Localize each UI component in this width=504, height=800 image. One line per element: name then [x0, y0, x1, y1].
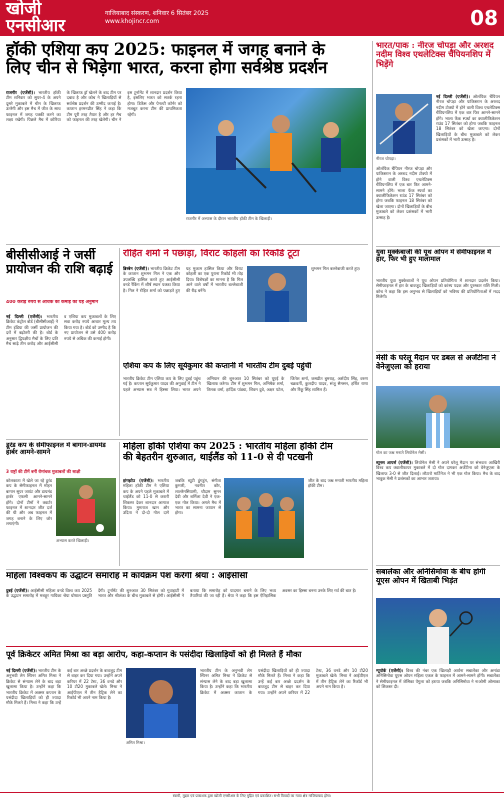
- lead-photo-caption: राजगीर में अभ्यास के दौरान भारतीय हॉकी टीम के खिलाड़ी।: [186, 216, 272, 221]
- masthead: खोजी एनसीआर: [6, 0, 66, 36]
- bcci-headline-line2: प्रायोजन की राशि बढ़ाई: [6, 261, 113, 276]
- messi-body: [376, 460, 500, 562]
- tennis-player-illustration: [376, 598, 500, 664]
- column-divider: [119, 442, 120, 566]
- messi-photo: [376, 386, 500, 448]
- bcci-deck: 400 करोड़ रुपये से अधिक की कमाई की यह अनुमान: [6, 300, 99, 305]
- bcci-headline-line1: बीसीसीआई ने जर्सी: [6, 248, 96, 262]
- bcci-byline: नई दिल्ली (एजेंसी)।: [6, 314, 43, 319]
- youth-boxing-body: भारतीय युवा मुक्केबाजों ने यूथ ओपन प्रतियोगिता में शानदार प्रदर्शन किया। सेमीफाइनल में हार के बावजूद खिलाड़ियों को कांस्य पदक और पुरस्कार राशि मिली। कोच ने कहा कि इस अनुभव से खिलाड़ियों को भविष्य की प्रतियोगिताओं में मदद मिलेगी।: [376, 278, 500, 300]
- divider: [376, 246, 500, 247]
- messi-body-text: लियोनेल मेसी ने अपने घरेलू मैदान पर संभवतः आखिरी विश्व कप क्वालीफायर मुकाबले में दो गोल दागकर अर्जेंटीना को वेनेजुएला के खिलाफ 3-0 से जीत दिलाई। लौटारो मार्टिनेज ने भी एक गोल किया। मैच के बाद भावुक मेसी ने प्रशंसकों का आभार जताया।: [376, 460, 500, 482]
- mishra-body-left: [6, 668, 122, 790]
- lead-body-text: भारतीय हॉकी टीम शनिवार को सुपर-4 के अपने दूसरे मुकाबले में चीन के खिलाफ उतरेगी और इस मैच में जीत के साथ फाइनल में जगह पक्की करने का लक्ष्य रखेगी। पिछले मैच में कोरिया के खिलाफ ड्रॉ खेलने के बाद टीम पर दबाव है और कोच ने खिलाड़ियों से सर्वश्रेष्ठ प्रदर्शन की उम्मीद जताई है। कप्तान हरमनप्रीत सिंह ने कहा कि टीम पूरी तरह तैयार है और हर मैच को फाइनल की तरह खेलेगी। चीन ने इस टूर्नामेंट में शानदार प्रदर्शन किया है, इसलिए भारत को सतर्क रहना होगा। डिफेंस और पेनल्टी कॉर्नर को मजबूत करना टीम की प्राथमिकता रहेगी।: [6, 90, 182, 123]
- mishra-headline: पूर्व क्रिकेटर अमित मिश्रा का बड़ा आरोप, कहा-कप्तान के पसंदीदा खिलाड़ियों को ही मिलते हैं मौका: [6, 650, 302, 659]
- women-hockey-team-illustration: [224, 478, 304, 558]
- women-hockey-headline: [123, 442, 368, 476]
- durand-body: कोलकाता में खेले जा रहे डूरंड कप के सेमीफाइनल में मोहन बागान सुपर जायंट और डायमंड हार्बर एफसी आमने-सामने होंगे। दोनों टीमों ने क्वार्टर फाइनल में शानदार जीत दर्ज की थी और अब फाइनल में जगह बनाने के लिए जोर लगाएंगी।: [6, 478, 52, 527]
- durand-photo: [56, 478, 116, 536]
- sabalenka-headline: सबालेंका और अनिसिमोवा के बीच होगी यूएस ओपन में खिताबी भिड़ंत: [376, 568, 486, 585]
- kohli-body-right: [311, 266, 368, 358]
- durand-deck: 3 राष्ट्रों की टीमें बनीं रोमांचक मुकाबलों की साक्षी: [6, 469, 81, 474]
- women-hockey-byline: हांगझोउ (एजेंसी)।: [123, 478, 154, 483]
- mishra-caption: अमित मिश्रा।: [126, 740, 145, 745]
- messi-headline: मेसी के घरेलू मैदान पर डबल से अर्जेंटीना ने वेनेजुएला को हराया: [376, 354, 496, 371]
- divider: [6, 569, 368, 570]
- sabalenka-photo: [376, 598, 500, 664]
- bcci-body-text: भारतीय क्रिकेट कंट्रोल बोर्ड (बीसीसीआई) ने टीम इंडिया की जर्सी प्रायोजन की दरों में बढ़ोतरी की है। बोर्ड के अनुसार द्विपक्षीय मैचों के लिए प्रति मैच साढ़े तीन करोड़ और आईसीसी व एशिया कप मुकाबलों के लिए सवा करोड़ रुपये आधार मूल्य तय किया गया है। बोर्ड को उम्मीद है कि नए प्रायोजन से उसे 400 करोड़ रुपये से अधिक की कमाई होगी।: [6, 314, 116, 347]
- divider: [6, 439, 368, 440]
- lead-story: [6, 41, 368, 85]
- women-hockey-photo: [224, 478, 304, 558]
- footer-imprint: स्वामी, मुद्रक एवं प्रकाशक द्वारा खोजी एनसीआर के लिए मुद्रित एवं प्रकाशित। सभी विवादों का न्याय क्षेत्र गाजियाबाद होगा।: [0, 792, 504, 800]
- page-number: 08: [470, 6, 498, 30]
- amit-mishra-illustration: [126, 668, 196, 738]
- lead-headline-line1: हॉकी एशिया कप 2025: फाइनल में जगह बनाने के: [6, 41, 325, 59]
- kohli-body-text: भारतीय क्रिकेट टीम के कप्तान शुभमन गिल ने एक और उपलब्धि हासिल करते हुए आईसीसी वनडे रैंकिंग में शीर्ष स्थान पक्का किया है। गिल ने रोहित शर्मा को पछाड़ते हुए यह मुकाम हासिल किया और विराट कोहली का एक पुराना रिकॉर्ड भी तोड़ दिया। विशेषज्ञों का मानना है कि गिल आने वाले वर्षों में भारतीय बल्लेबाजी की रीढ़ बनेंगे।: [123, 266, 243, 293]
- women-hockey-body-text: भारतीय महिला हॉकी टीम ने एशिया कप के अपने पहले मुकाबले में थाईलैंड को 11-0 से करारी शिकस्त देकर शानदार आगाज किया। मुमताज खान और उदिता ने दो-दो गोल दागे जबकि ब्यूटी डुंगडुंग, संगीता कुमारी, नवनीत कौर, लालरेमसियामी, थौदाम सुमन देवी और शर्मिला देवी ने एक-एक गोल किया। अगले मैच में भारत का सामना जापान से होगा।: [123, 478, 221, 516]
- women-hockey-caption: जीत के बाद जश्न मनाती भारतीय महिला हॉकी टीम।: [308, 478, 368, 489]
- wc-opening-body: [6, 588, 368, 644]
- kohli-body: [123, 266, 243, 358]
- neeraj-headline: भारत/पाक : नीरज चोपड़ा और अरशद नदीम विश्व एथलेटिक्स चैंपियनशिप में भिड़ेंगे: [376, 41, 494, 69]
- sabalenka-body: [376, 668, 500, 790]
- neeraj-caption: नीरज चोपड़ा।: [376, 156, 396, 161]
- neeraj-body-text: ओलंपिक चैंपियन नीरज चोपड़ा और पाकिस्तान के अरशद नदीम टोक्यो में होने वाली विश्व एथलेटिक्स चैंपियनशिप में एक बार फिर आमने-सामने होंगे। भाला फेंक स्पर्धा का क्वालीफिकेशन राउंड 17 सितंबर को होगा जबकि फाइनल 18 सितंबर को खेला जाएगा। दोनों खिलाड़ियों के बीच मुकाबले को लेकर प्रशंसकों में भारी उत्साह है।: [436, 94, 500, 143]
- kohli-caption: शुभमन गिल बल्लेबाजी करते हुए।: [311, 266, 361, 271]
- lead-byline: राजगीर (एजेंसी)।: [6, 90, 35, 95]
- kohli-headline: रोहित शर्मा ने पछाड़ा, विराट कोहली का रिकॉर्ड टूटा: [123, 249, 300, 259]
- sabalenka-body-text: विश्व की नंबर एक खिलाड़ी आर्यना सबालेंका और अमांडा अनिसिमोवा यूएस ओपन महिला एकल के फाइनल में आमने-सामने होंगी। सबालेंका ने सेमीफाइनल में जेसिका पेगुला को हराया जबकि अनिसिमोवा ने नाओमी ओसाका को शिकस्त दी।: [376, 668, 500, 690]
- masthead-bar: [0, 0, 504, 36]
- divider: [6, 244, 368, 245]
- asia-cup-body: भारतीय क्रिकेट टीम एशिया कप के लिए दुबई पहुंच गई है। कप्तान सूर्यकुमार यादव की अगुवाई में टीम ने पहले अभ्यास सत्र में हिस्सा लिया। भारत अपने अभियान की शुरुआत 10 सितंबर को यूएई के खिलाफ करेगा। टीम में शुभमन गिल, अभिषेक शर्मा, तिलक वर्मा, हार्दिक पांड्या, शिवम दुबे, अक्षर पटेल, जितेश शर्मा, जसप्रीत बुमराह, अर्शदीप सिंह, वरुण चक्रवर्ती, कुलदीप यादव, संजू सैमसन, हर्षित राणा और रिंकू सिंह शामिल हैं।: [123, 376, 368, 392]
- lead-headline-line2: लिए चीन से भिड़ेगा भारत, करना होगा सर्वश्रेष्ठ प्रदर्शन: [6, 58, 328, 78]
- neeraj-chopra-illustration: [376, 94, 432, 154]
- bcci-story: [6, 248, 116, 298]
- durand-headline: डूरंड कप के सेमीफाइनल में बागान-डायमंड हार्बर आमने-सामने: [6, 442, 106, 457]
- sabalenka-byline: न्यूयॉर्क (एजेंसी)।: [376, 668, 404, 673]
- mishra-photo: [126, 668, 196, 738]
- youth-boxing-headline: युवा मुक्केबाजी की यूथ ओपन में सेमीफाइनल में हार, फिर भी हुए मालामाल: [376, 249, 492, 264]
- lead-photo: [186, 88, 366, 214]
- bcci-body: [6, 314, 116, 436]
- neeraj-photo: [376, 94, 432, 154]
- women-hockey-headline-line2: की बेहतरीन शुरुआत, थाईलैंड को 11-0 से दी पटखनी: [123, 451, 313, 463]
- dateline: [101, 10, 468, 26]
- column-divider: [372, 41, 373, 791]
- neeraj-body: [436, 94, 500, 244]
- messi-byline: ब्यूनस आयर्स (एजेंसी)।: [376, 460, 413, 465]
- wc-opening-body-text: आईसीसी महिला वनडे विश्व कप 2025 के उद्घाटन समारोह में मशहूर गायिका श्रेया घोषाल प्रस्तुति देंगी। टूर्नामेंट की शुरुआत 30 सितंबर को गुवाहाटी में भारत और श्रीलंका के बीच मुकाबले से होगी। आईसीसी ने बताया कि समारोह को यादगार बनाने के लिए भव्य तैयारियां की जा रही हैं। श्रेया ने कहा कि इस ऐतिहासिक अवसर का हिस्सा बनना उनके लिए गर्व की बात है।: [6, 588, 357, 599]
- dateline-website: www.khojincr.com: [105, 18, 160, 25]
- kohli-byline: ब्रिस्बेन (एजेंसी)।: [123, 266, 149, 271]
- wc-opening-byline: दुबई (एजेंसी)।: [6, 588, 29, 593]
- durand-caption: अभ्यास करते खिलाड़ी।: [56, 538, 90, 543]
- mishra-body-text: भारतीय टीम के अनुभवी लेग स्पिनर अमित मिश्रा ने क्रिकेट से संन्यास लेने के बाद बड़ा खुलासा किया है। उन्होंने कहा कि भारतीय क्रिकेट में अक्सर कप्तान के पसंदीदा खिलाड़ियों को ही ज्यादा मौके मिलते हैं। मिश्रा ने कहा कि उन्हें कई बार अच्छे प्रदर्शन के बावजूद टीम से बाहर कर दिया गया। उन्होंने अपने करियर में 22 टेस्ट, 36 वनडे और 10 टी20 मुकाबले खेले। मिश्रा ने आईपीएल में तीन हैट्रिक लेने का रिकॉर्ड भी अपने नाम किया है।: [6, 668, 122, 706]
- divider: [376, 351, 500, 352]
- lead-body: [6, 90, 182, 242]
- women-hockey-headline-line1: महिला हॉकी एशिया कप 2025 : भारतीय महिला हॉकी टीम: [123, 442, 333, 452]
- column-divider: [119, 248, 120, 436]
- dateline-edition: गाजियाबाद संस्करण, शनिवार 6 सितंबर 2025: [105, 10, 209, 17]
- messi-caption: गोल का जश्न मनाते लियोनेल मेसी।: [376, 450, 426, 455]
- mishra-body-right: भारतीय टीम के अनुभवी लेग स्पिनर अमित मिश्रा ने क्रिकेट से संन्यास लेने के बाद बड़ा खुलासा किया है। उन्होंने कहा कि भारतीय क्रिकेट में अक्सर कप्तान के पसंदीदा खिलाड़ियों को ही ज्यादा मौके मिलते हैं। मिश्रा ने कहा कि उन्हें कई बार अच्छे प्रदर्शन के बावजूद टीम से बाहर कर दिया गया। उन्होंने अपने करियर में 22 टेस्ट, 36 वनडे और 10 टी20 मुकाबले खेले। मिश्रा ने आईपीएल में तीन हैट्रिक लेने का रिकॉर्ड भी अपने नाम किया है।: [200, 668, 368, 695]
- hockey-players-illustration: [186, 88, 366, 214]
- asia-cup-headline: एशिया कप के लिए सूर्यकुमार की कप्तानी में भारतीय टीम दुबई पहुंची: [123, 362, 312, 370]
- divider: [6, 646, 368, 647]
- footballer-illustration: [56, 478, 116, 536]
- kohli-photo: [247, 266, 307, 322]
- neeraj-byline: नई दिल्ली (एजेंसी)।: [436, 94, 470, 99]
- wc-opening-headline: महिला विश्वकप के उद्घाटन समारोह में कार्यक्रम पेश करेंगी श्रेया : आईसीसी: [6, 572, 248, 581]
- cricketer-illustration: [247, 266, 307, 322]
- messi-celebration-illustration: [376, 386, 500, 448]
- neeraj-body-cont: ओलंपिक चैंपियन नीरज चोपड़ा और पाकिस्तान के अरशद नदीम टोक्यो में होने वाली विश्व एथलेटिक्स चैंपियनशिप में एक बार फिर आमने-सामने होंगे। भाला फेंक स्पर्धा का क्वालीफिकेशन राउंड 17 सितंबर को होगा जबकि फाइनल 18 सितंबर को खेला जाएगा। दोनों खिलाड़ियों के बीच मुकाबले को लेकर प्रशंसकों में भारी उत्साह है।: [376, 166, 432, 220]
- divider: [376, 565, 500, 566]
- women-hockey-body: [123, 478, 221, 566]
- mishra-byline: नई दिल्ली (एजेंसी)।: [6, 668, 37, 673]
